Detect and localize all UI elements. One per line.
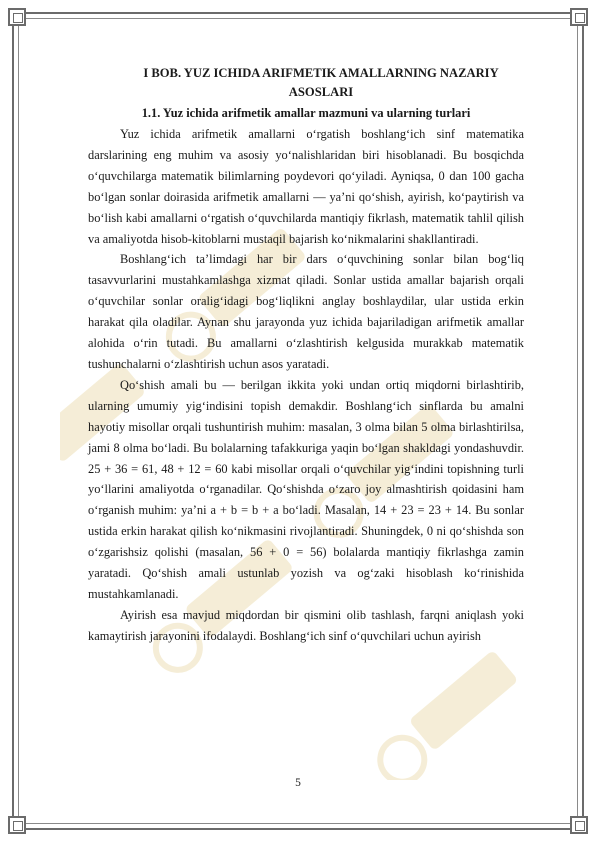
page-number: 5: [295, 777, 301, 789]
section-title: 1.1. Yuz ichida arifmetik amallar mazmuni va ularning turlari: [141, 106, 471, 120]
corner-ornament-bottom-left: [8, 816, 26, 834]
paragraph: Boshlang‘ich ta’limdagi har bir dars o‘quvchining sonlar bilan bog‘liq tasavvurlarini mustahkamlashga xizmat qiladi. Sonlar ustida amallar bajarish orqali o‘quvchilar sonlar oralig‘idagi bog‘liqlikni anglay boshlaydilar, ular ustida erkin harakat qila oladilar. Aynan shu jarayonda yuz ichida bajariladigan arifmetik amallar alohida o‘rin tutadi. Bu amallarni o‘zlashtirish kelgusida murakkab matematik tushunchalarni o‘zlashtirish uchun asos yaratadi.: [88, 252, 524, 371]
chapter-title: I BOB. YUZ ICHIDA ARIFMETIK AMALLARNING NAZARIY ASOSLARI: [143, 66, 499, 99]
corner-ornament-top-left: [8, 8, 26, 26]
paragraph: Yuz ichida arifmetik amallarni o‘rgatish boshlang‘ich sinf matematika darslarining eng muhim va asosiy yo‘nalishlaridan biri hisoblanadi. Bu bosqichda o‘quvchilarga matematik bilimlarning poydevori qo‘yiladi. Ayniqsa, 0 dan 100 gacha bo‘lgan sonlar doirasida arifmetik amallarni — ya’ni qo‘shish, ayirish, ko‘paytirish va bo‘lish kabi amallarni o‘rgatish o‘quvchilarda mantiqiy fikrlash, matematik tahlil qilish va amaliyotda hisob-kitoblarni mustaqil bajarish ko‘nikmalarini shakllantiradi.: [88, 127, 524, 246]
corner-ornament-bottom-right: [570, 816, 588, 834]
paragraph: Qo‘shish amali bu — berilgan ikkita yoki undan ortiq miqdorni birlashtirib, ularning umumiy yig‘indisini topish demakdir. Boshlang‘ich sinflarda bu amalni hayotiy misollar orqali tushuntirish muhim: masalan, 3 olma bilan 5 olma birlashtirilsa, jami 8 olma bo‘ladi. Bu bolalarning tafakkuriga yaqin bo‘lgan shakldagi yondashuvdir. 25 + 36 = 61, 48 + 12 = 60 kabi misollar orqali o‘quvchilar yig‘indini topishning turli yo‘llarini amaliyotda o‘rganadilar. Qo‘shishda o‘zaro joy almashtirish qoidasini ham o‘rganish muhim: ya’ni a + b = b + a bo‘ladi. Masalan, 14 + 23 = 23 + 14. Bu sonlar ustida erkin harakat qilish ko‘nikmasini rivojlantiradi. Shuningdek, 0 ni qo‘shishda son o‘zgarishsiz qolishi (masalan, 56 + 0 = 56) bolalarda mantiqiy fikrlashga zamin yaratadi. Qo‘shish amali ustunlab yozish va og‘zaki hisoblash ko‘rinishida mustahkamlanadi.: [88, 377, 524, 601]
paragraph: Ayirish esa mavjud miqdordan bir qismini olib tashlash, farqni aniqlash yoki kamaytirish jarayonini ifodalaydi. Boshlang‘ich sinf o‘quvchilari uchun ayirish: [88, 607, 524, 643]
corner-ornament-top-right: [570, 8, 588, 26]
page-content: [88, 64, 524, 647]
